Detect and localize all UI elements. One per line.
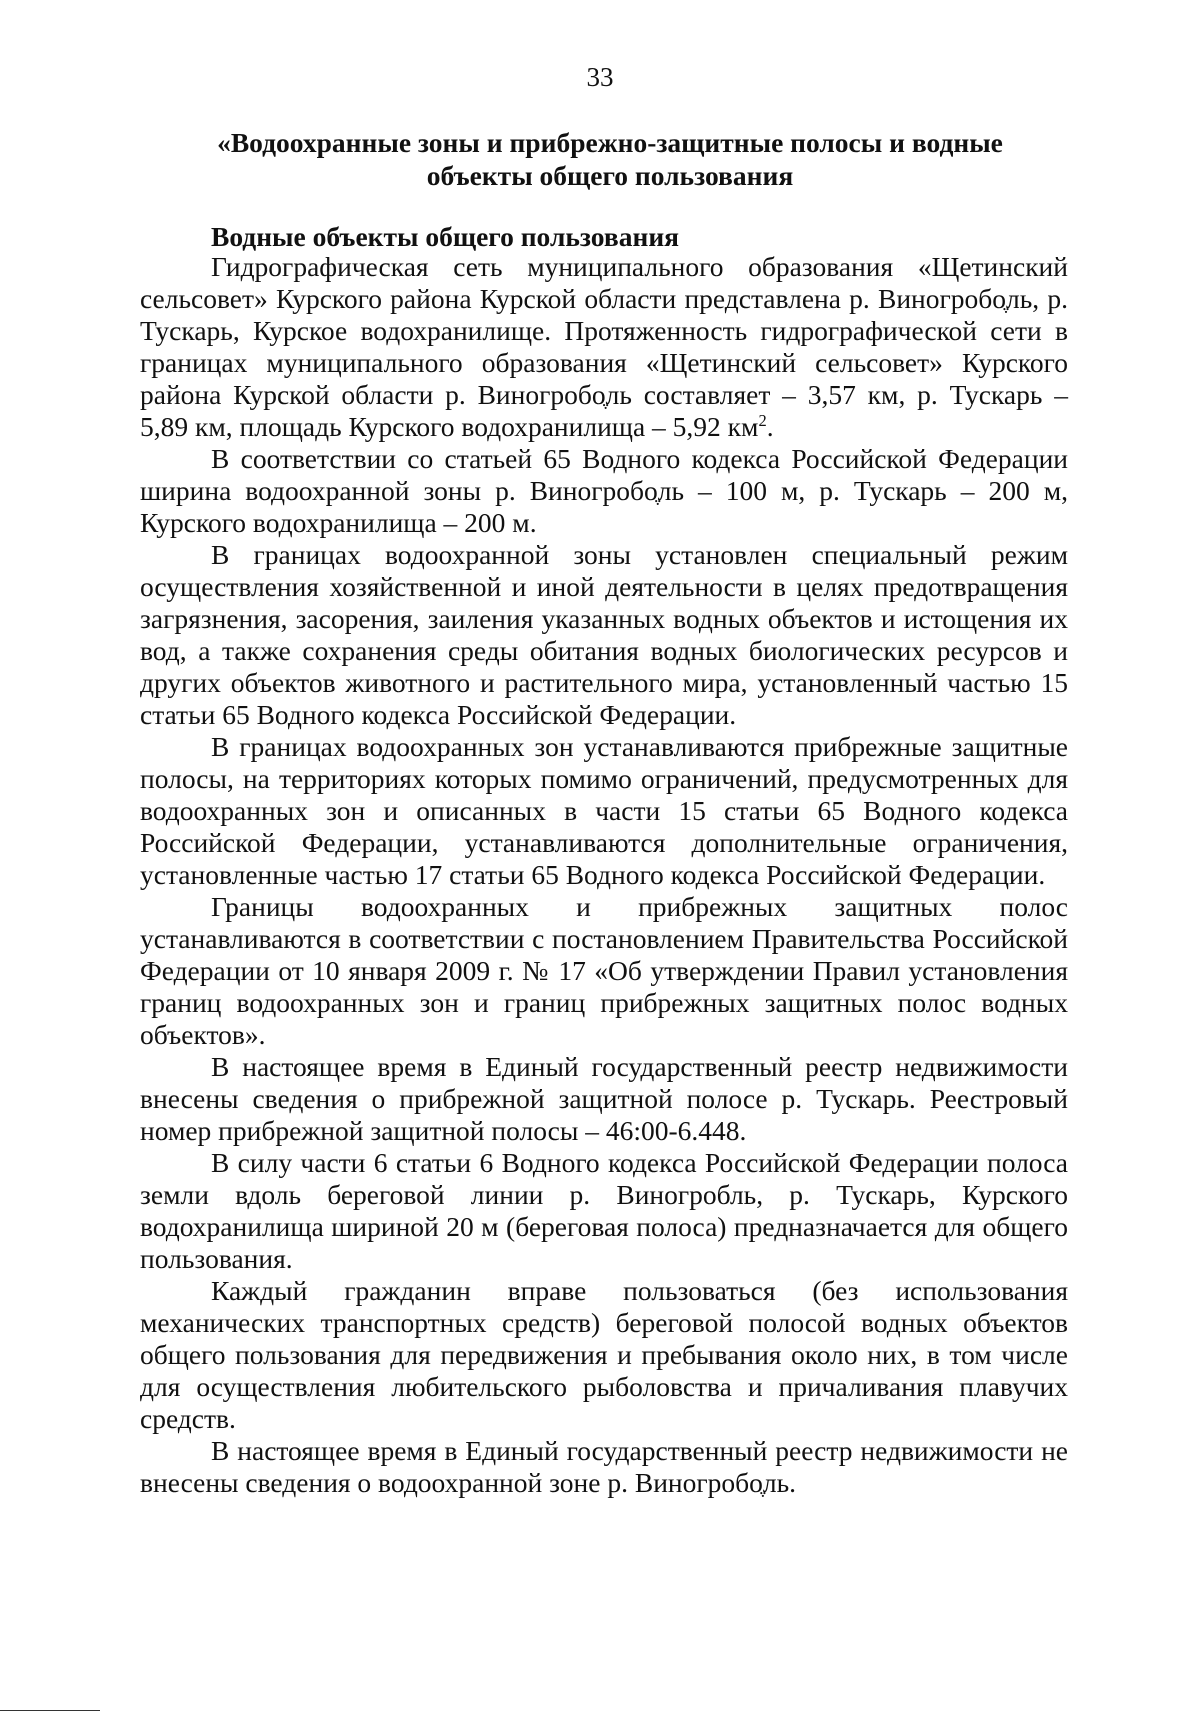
- paragraph-4: В границах водоохранных зон устанавливаются прибрежные защитные полосы, на территориях которых помимо ограничений, предусмотренных для водоохранных зон и описанных в части 15 статьи 65 Водного кодекса Российской Федерации, устанавливаются дополнительные ограничения, установленные частью 17 статьи 65 Водного кодекса Российской Федерации.: [140, 731, 1068, 890]
- paragraph-7: В силу части 6 статьи 6 Водного кодекса Российской Федерации полоса земли вдоль береговой линии р. Виногробль, р. Тускарь, Курского водохранилища шириной 20 м (береговая полоса) предназначается для общего пользования.: [140, 1147, 1068, 1274]
- paragraph-8: Каждый гражданин вправе пользоваться (без использования механических транспортных средств) береговой полосой водных объектов общего пользования для передвижения и пребывания около них, в том числе для осуществления любительского рыболовства и причаливания плавучих средств.: [140, 1275, 1068, 1434]
- paragraph-9: В настоящее время в Единый государственный реестр недвижимости не внесены сведения о водоохранной зоне р. Виногробоֶль.: [140, 1435, 1068, 1498]
- paragraph-3: В границах водоохранной зоны установлен специальный режим осуществления хозяйственной и иной деятельности в целях предотвращения загрязнения, засорения, заиления указанных водных объектов и истощения их вод, а также сохранения среды обитания водных биологических ресурсов и других объектов животного и растительного мира, установленный частью 15 статьи 65 Водного кодекса Российской Федерации.: [140, 539, 1068, 730]
- paragraph-2: В соответствии со статьей 65 Водного кодекса Российской Федерации ширина водоохранной зоны р. Виногробоֶль – 100 м, р. Тускарь – 200 м, Курского водохранилища – 200 м.: [140, 443, 1068, 538]
- title-line-2: объекты общего пользования: [426, 160, 794, 191]
- paragraph-5: Границы водоохранных и прибрежных защитных полос устанавливаются в соответствии с постановлением Правительства Российской Федерации от 10 января 2009 г. № 17 «Об утверждении Правил установления границ водоохранных зон и границ прибрежных защитных полос водных объектов».: [140, 891, 1068, 1050]
- page-number: 33: [586, 62, 614, 92]
- paragraph-1: [140, 251, 1068, 443]
- body-text: [140, 251, 1068, 1499]
- area-superscript: 2: [758, 410, 767, 430]
- paragraph-6: В настоящее время в Единый государственный реестр недвижимости внесены сведения о прибрежной защитной полосе р. Тускарь. Реестровый номер прибрежной защитной полосы – 46:00-6.448.: [140, 1051, 1068, 1146]
- footnote-rule: [0, 1710, 100, 1711]
- section-heading: Водные объекты общего пользования: [211, 221, 680, 252]
- area-tail: .: [766, 411, 774, 442]
- document-title: [150, 126, 1070, 192]
- paragraph-1-text: Гидрографическая сеть муниципального образования «Щетинский сельсовет» Курского района Курской области представлена р. Виногробоֶль, р. Тускарь, Курское водохранилище. Протяженность гидрографической сети в границах муниципального образования «Щетинский сельсовет» Курского района Курской области р. Виногробоֶль составляет – 3,57 км, р. Тускарь – 5,89 км, площадь Курского водохранилища – 5,92 км: [140, 251, 1068, 442]
- title-line-1: «Водоохранные зоны и прибрежно-защитные полосы и водные: [217, 127, 1003, 158]
